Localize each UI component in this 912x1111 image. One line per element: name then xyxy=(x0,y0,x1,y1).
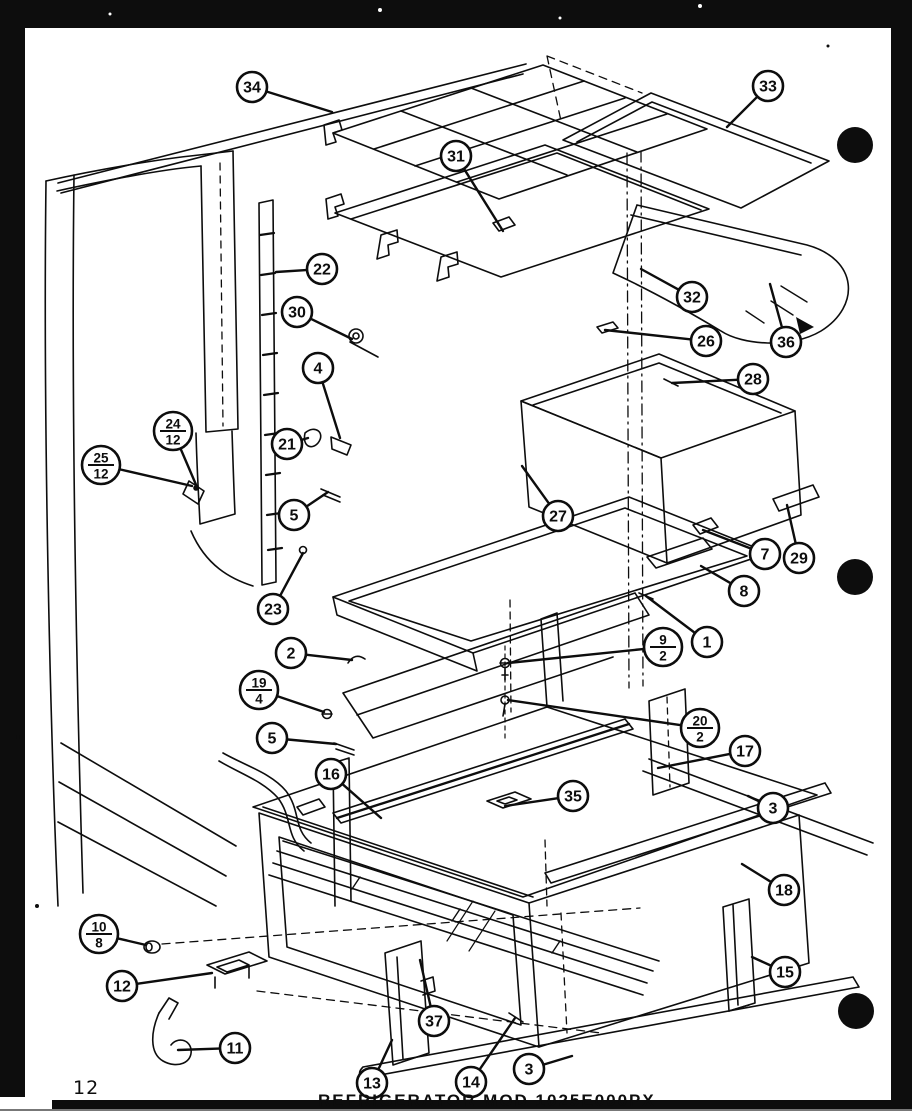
callout-8 xyxy=(701,566,759,606)
svg-text:14: 14 xyxy=(462,1074,480,1092)
svg-text:16: 16 xyxy=(322,766,340,784)
svg-text:19: 19 xyxy=(251,675,267,691)
callout-15 xyxy=(752,957,800,987)
svg-text:15: 15 xyxy=(776,964,794,982)
shelf-track xyxy=(259,200,276,585)
callouts-layer xyxy=(80,71,814,1098)
svg-text:22: 22 xyxy=(313,261,331,279)
svg-text:2: 2 xyxy=(696,729,704,745)
svg-text:34: 34 xyxy=(243,79,261,97)
glass-cover xyxy=(563,93,829,208)
callout-10-8 xyxy=(80,915,146,953)
svg-text:12: 12 xyxy=(113,978,131,996)
callout-27 xyxy=(522,466,573,531)
svg-text:25: 25 xyxy=(93,450,109,466)
svg-text:36: 36 xyxy=(777,334,795,352)
svg-text:7: 7 xyxy=(760,546,770,564)
callout-23 xyxy=(258,553,303,624)
svg-text:11: 11 xyxy=(226,1040,244,1058)
svg-text:29: 29 xyxy=(790,550,808,568)
callout-30 xyxy=(282,297,352,339)
svg-text:9: 9 xyxy=(659,632,667,648)
callout-24-12 xyxy=(154,412,197,487)
callout-21 xyxy=(272,429,308,459)
registration-dot xyxy=(837,127,873,163)
svg-text:33: 33 xyxy=(759,78,777,96)
svg-text:32: 32 xyxy=(683,289,701,307)
callout-22 xyxy=(276,254,337,284)
registration-dot xyxy=(837,559,873,595)
border-top xyxy=(0,0,912,28)
callout-37 xyxy=(419,960,449,1036)
svg-text:8: 8 xyxy=(95,935,103,951)
registration-dot xyxy=(838,993,874,1029)
exploded-line-art xyxy=(45,56,873,1077)
callout-26 xyxy=(605,326,721,356)
svg-text:31: 31 xyxy=(447,148,465,166)
svg-text:17: 17 xyxy=(736,743,754,761)
border-left xyxy=(0,0,25,1097)
callout-19-4 xyxy=(240,671,324,712)
registration-dots xyxy=(837,127,874,1029)
svg-text:26: 26 xyxy=(697,333,715,351)
border-right xyxy=(891,6,912,1109)
callout-3 xyxy=(514,1054,572,1084)
svg-text:20: 20 xyxy=(692,713,708,729)
svg-text:12: 12 xyxy=(93,466,109,482)
callout-32 xyxy=(641,269,707,312)
svg-text:2: 2 xyxy=(286,645,296,663)
callout-18 xyxy=(742,864,799,905)
svg-text:13: 13 xyxy=(363,1075,381,1093)
callout-31 xyxy=(441,141,503,231)
svg-text:28: 28 xyxy=(744,371,762,389)
svg-text:30: 30 xyxy=(288,304,306,322)
callout-35 xyxy=(505,781,588,811)
svg-text:5: 5 xyxy=(289,507,299,525)
svg-text:10: 10 xyxy=(91,919,107,935)
svg-text:4: 4 xyxy=(313,360,323,378)
svg-text:24: 24 xyxy=(165,416,181,432)
svg-text:18: 18 xyxy=(775,882,793,900)
bottom-caption-cutoff xyxy=(318,1091,718,1100)
callout-2 xyxy=(276,638,352,668)
svg-text:27: 27 xyxy=(549,508,567,526)
callout-5 xyxy=(279,492,328,530)
callout-25-12 xyxy=(82,446,192,486)
svg-text:21: 21 xyxy=(278,436,296,454)
svg-text:3: 3 xyxy=(768,800,778,818)
page-number: 12 xyxy=(73,1077,100,1099)
cabinet-left-wall xyxy=(45,181,58,906)
svg-text:12: 12 xyxy=(165,432,181,448)
svg-text:4: 4 xyxy=(255,691,263,707)
svg-text:8: 8 xyxy=(739,583,749,601)
svg-text:3: 3 xyxy=(524,1061,534,1079)
svg-text:5: 5 xyxy=(267,730,277,748)
svg-text:1: 1 xyxy=(702,634,712,652)
callout-34 xyxy=(237,72,332,112)
drawer-slide xyxy=(269,841,659,995)
callout-12 xyxy=(107,971,212,1001)
callout-33 xyxy=(727,71,783,127)
callout-5 xyxy=(257,723,336,753)
callout-4 xyxy=(303,353,340,438)
svg-text:35: 35 xyxy=(564,788,582,806)
svg-text:37: 37 xyxy=(425,1013,443,1031)
svg-text:2: 2 xyxy=(659,648,667,664)
svg-text:23: 23 xyxy=(264,601,282,619)
